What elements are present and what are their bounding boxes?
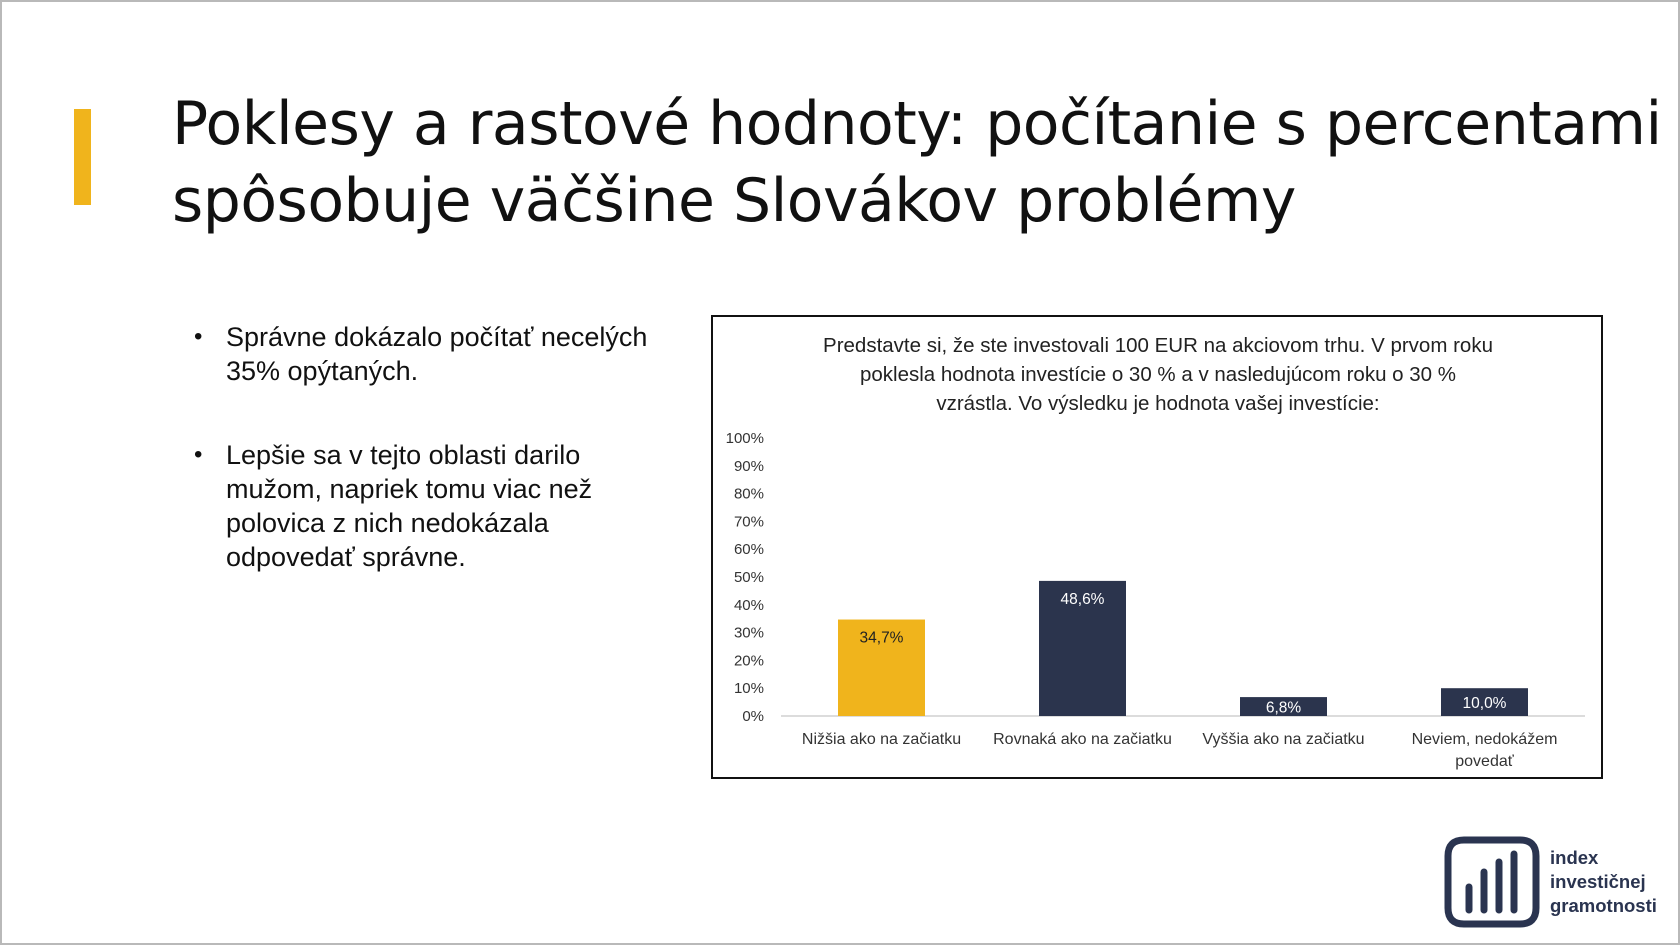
- y-tick-label: 40%: [733, 596, 764, 614]
- bullet-list: [192, 320, 652, 624]
- bullet-dot-icon: •: [194, 323, 203, 350]
- chart-title-line-1: Predstavte si, že ste investovali 100 EUR na akciovom trhu. V prvom roku: [823, 334, 1493, 357]
- logo-text-line: gramotnosti: [1550, 895, 1657, 916]
- logo-text-line: index: [1550, 847, 1599, 868]
- y-tick-label: 50%: [733, 569, 764, 586]
- bullet-dot-icon: •: [194, 441, 203, 468]
- x-tick-label: Nižšia ako na začiatku: [801, 731, 962, 748]
- logo-text-line: investičnej: [1550, 871, 1646, 892]
- y-tick-label: 10%: [733, 680, 764, 698]
- chart-panel: [711, 315, 1603, 779]
- bar-value-label: 48,6%: [1060, 590, 1105, 608]
- bullet-text: Lepšie sa v tejto oblasti darilo mužom, napriek tomu viac než polovica z nich nedokázala odpovedať správne.: [226, 440, 593, 572]
- slide-title: [172, 86, 1662, 240]
- chart-title-line-3: vzrástla. Vo výsledku je hodnota vašej investície:: [936, 392, 1380, 415]
- slide-title-line-1: Poklesy a rastové hodnoty: počítanie s percentami: [172, 89, 1662, 159]
- bar-value-label: 10,0%: [1462, 695, 1507, 713]
- x-tick-label: Neviem, nedokážem: [1411, 731, 1558, 748]
- x-tick-label: povedať: [1455, 753, 1514, 770]
- y-tick-label: 90%: [733, 457, 764, 475]
- logo: [1442, 832, 1672, 932]
- bar-value-label: 6,8%: [1265, 699, 1302, 717]
- bullet-item: [192, 320, 652, 388]
- bar-chart: [713, 317, 1601, 777]
- title-accent-bar: [74, 109, 91, 205]
- slide-title-line-2: spôsobuje väčšine Slovákov problémy: [172, 166, 1296, 236]
- x-tick-label: Vyššia ako na začiatku: [1202, 731, 1365, 748]
- bullet-item: [192, 438, 652, 574]
- chart-title-line-2: poklesla hodnota investície o 30 % a v nasledujúcom roku o 30 %: [859, 363, 1456, 386]
- y-tick-label: 70%: [733, 513, 764, 531]
- y-tick-label: 20%: [733, 652, 764, 670]
- y-tick-label: 30%: [733, 624, 764, 642]
- x-tick-label: Rovnaká ako na začiatku: [993, 731, 1172, 748]
- y-tick-label: 80%: [733, 485, 764, 503]
- y-tick-label: 0%: [742, 708, 764, 725]
- y-tick-label: 60%: [733, 541, 764, 559]
- y-tick-label: 100%: [725, 430, 764, 447]
- logo-text: [1550, 846, 1657, 918]
- logo-bars-icon: [1442, 832, 1542, 932]
- bar-value-label: 34,7%: [859, 629, 904, 647]
- bullet-text: Správne dokázalo počítať necelých 35% opýtaných.: [226, 322, 648, 386]
